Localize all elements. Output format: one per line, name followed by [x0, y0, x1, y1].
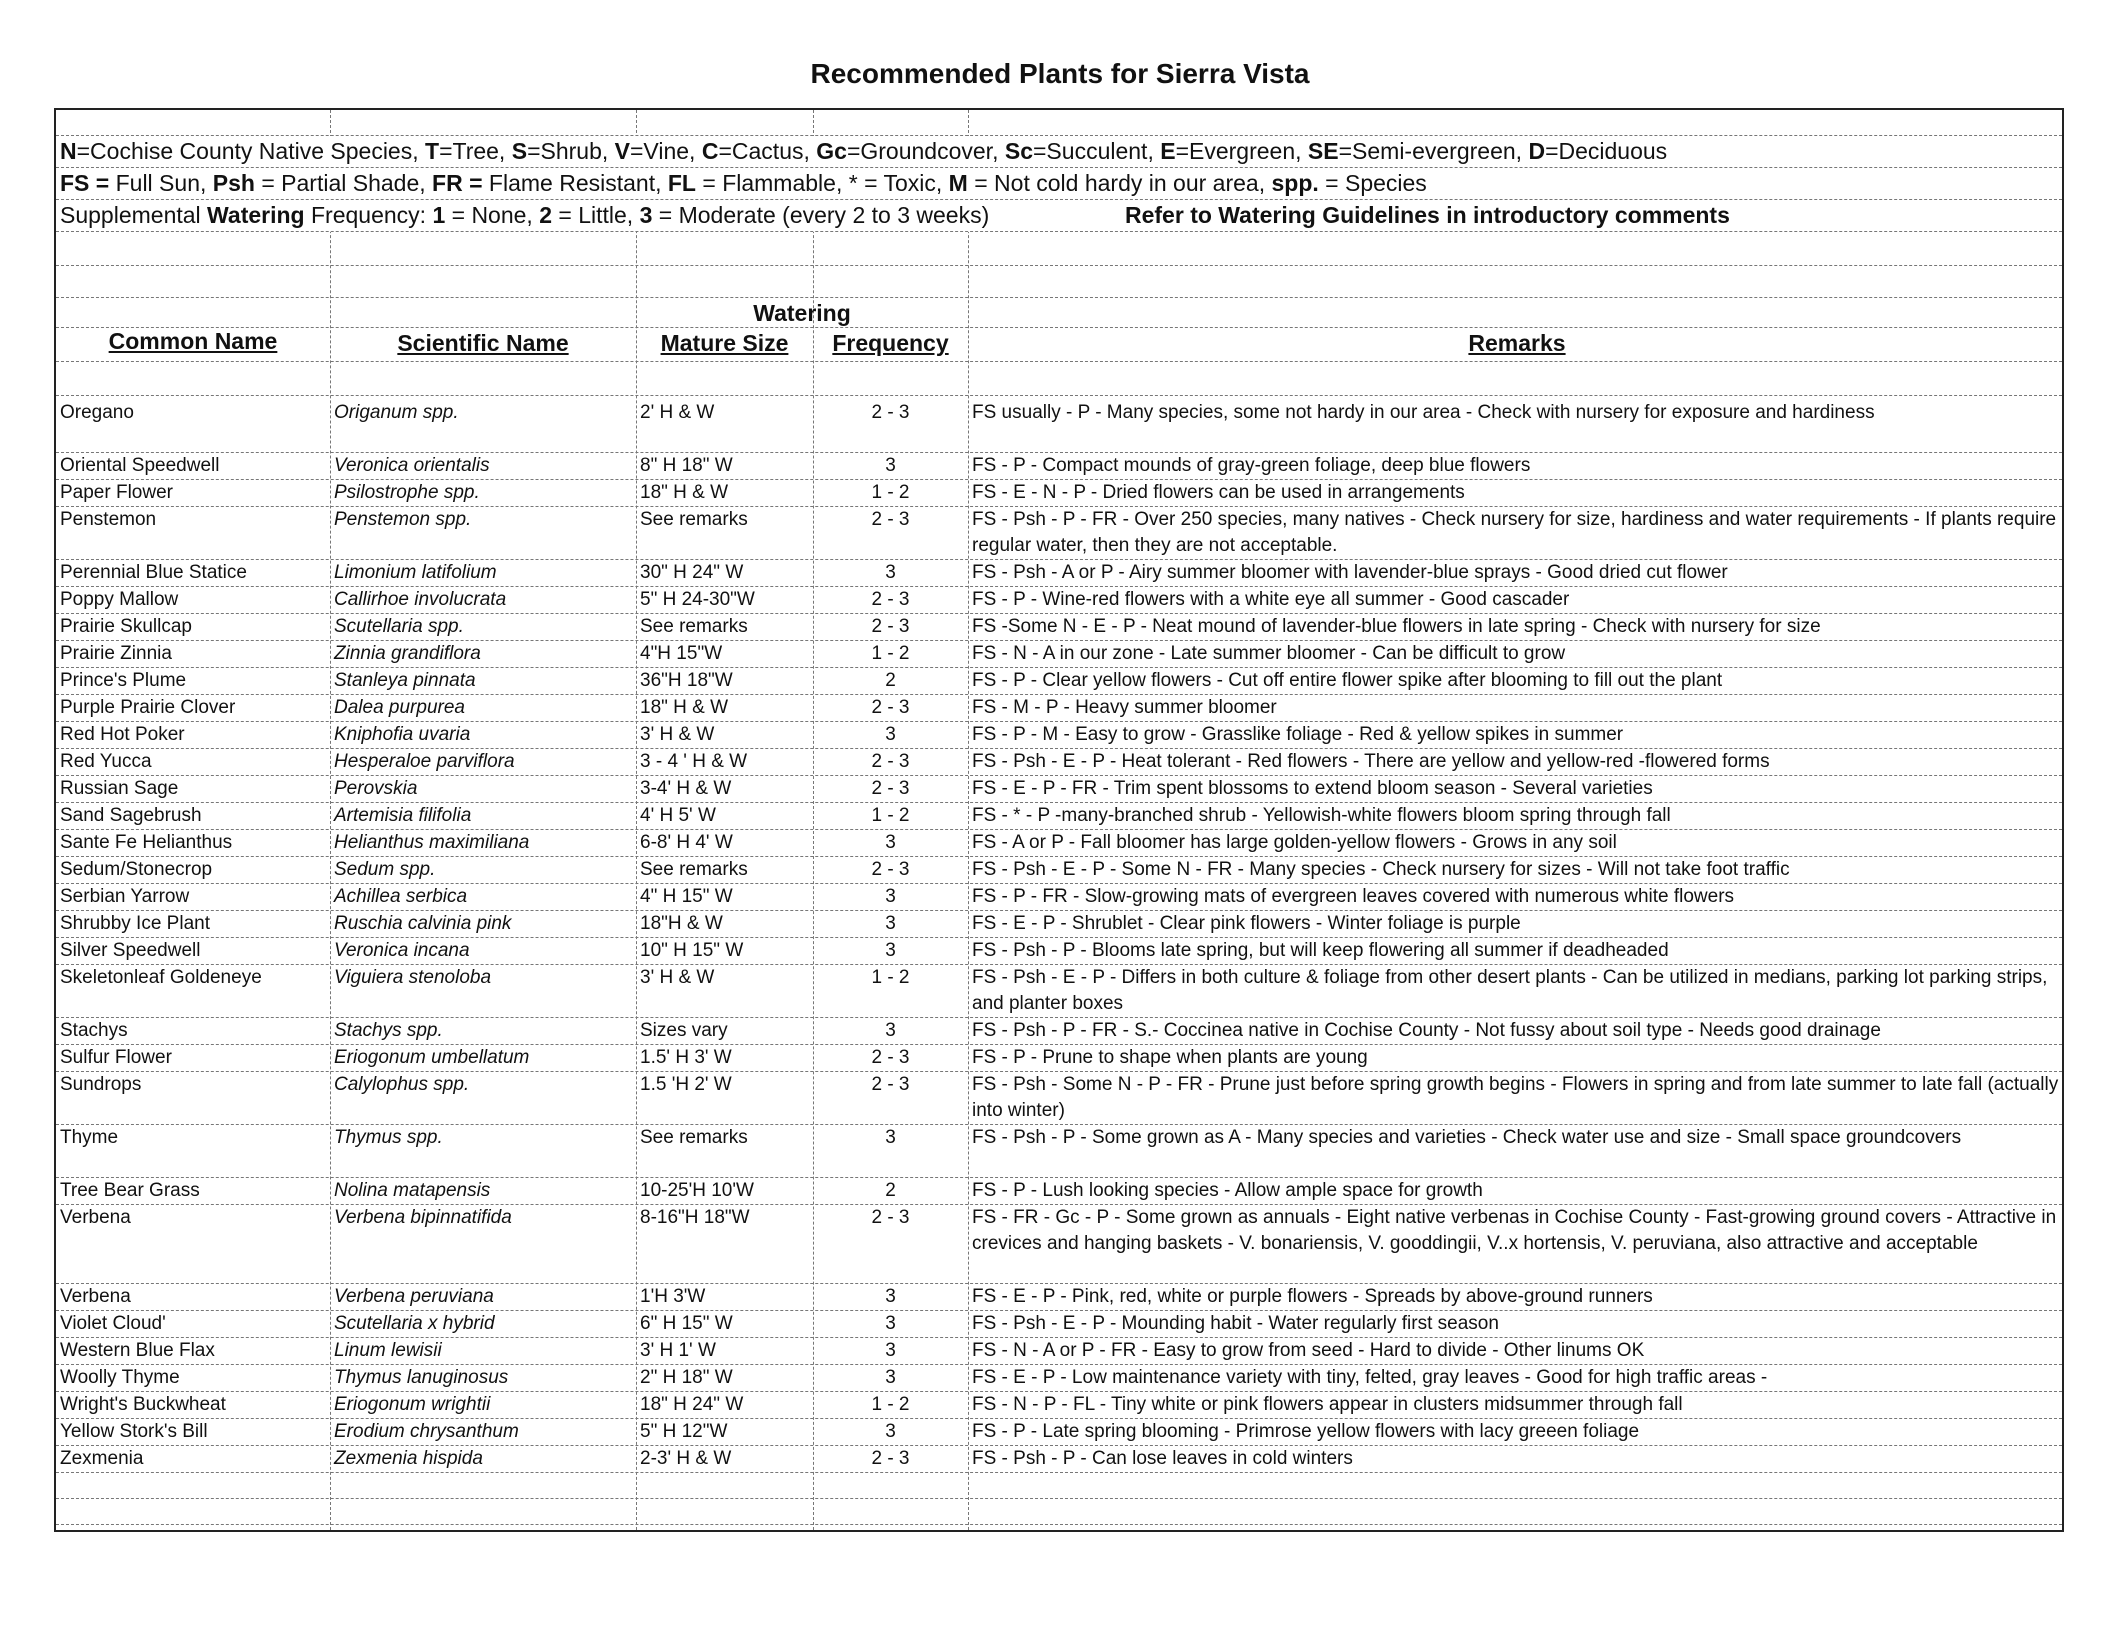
legend-key: Watering — [207, 202, 305, 228]
cell-sci: Kniphofia uvaria — [334, 724, 471, 745]
table-row — [56, 884, 2062, 911]
cell-size: 4' H 5' W — [640, 805, 716, 826]
cell-water: 2 - 3 — [871, 859, 910, 880]
cell-size: 18" H & W — [640, 697, 729, 718]
cell-water: 2 — [885, 1180, 896, 1201]
cell-water: 1 - 2 — [871, 805, 910, 826]
cell-sci: Erodium chrysanthum — [334, 1421, 519, 1442]
cell-remarks: FS - Psh - P - Blooms late spring, but will keep flowering all summer if deadheaded — [972, 940, 1669, 961]
cell-sci: Origanum spp. — [334, 402, 459, 423]
cell-water: 2 - 3 — [871, 751, 910, 772]
plant-table — [54, 108, 2064, 1532]
empty-row — [56, 1499, 2062, 1525]
legend-text: = Partial Shade, — [254, 170, 433, 196]
table-row — [56, 830, 2062, 857]
cell-common: Yellow Stork's Bill — [60, 1421, 208, 1442]
cell-sci: Artemisia filifolia — [334, 805, 472, 826]
cell-water: 2 - 3 — [871, 616, 910, 637]
cell-sci: Hesperaloe parviflora — [334, 751, 515, 772]
empty-row — [56, 362, 2062, 396]
cell-size: 4" H 15" W — [640, 886, 733, 907]
cell-remarks: FS - Psh - E - P - Mounding habit - Water regularly first season — [972, 1313, 1499, 1334]
legend-key: FS = — [60, 170, 110, 196]
empty-row — [56, 110, 2062, 136]
legend-key: C — [701, 138, 719, 164]
legend-text: =Evergreen, — [1175, 138, 1308, 164]
legend-key: Sc — [1004, 138, 1033, 164]
empty-row — [56, 232, 2062, 266]
table-row — [56, 1072, 2062, 1125]
cell-remarks: FS - * - P -many-branched shrub - Yellowish-white flowers bloom spring through fall — [972, 805, 1671, 826]
table-row — [56, 641, 2062, 668]
legend-text: =Vine, — [630, 138, 702, 164]
cell-water: 2 - 3 — [871, 697, 910, 718]
cell-water: 2 — [885, 670, 896, 691]
cell-remarks: FS - P - Prune to shape when plants are young — [972, 1047, 1368, 1068]
table-row — [56, 1446, 2062, 1473]
cell-remarks: FS - Psh - P - Some grown as A - Many species and varieties - Check water use and size - Small space groundcovers — [972, 1127, 1962, 1148]
legend-text: = None, — [445, 202, 540, 228]
legend-key: SE — [1307, 138, 1339, 164]
cell-remarks: FS - P - Late spring blooming - Primrose yellow flowers with lacy greeen foliage — [972, 1421, 1640, 1442]
cell-water: 2 - 3 — [871, 1448, 910, 1469]
cell-common: Perennial Blue Statice — [60, 562, 247, 583]
cell-sci: Ruschia calvinia pink — [334, 913, 512, 934]
legend-text: =Cochise County Native Species, — [76, 138, 425, 164]
cell-remarks: FS - Psh - A or P - Airy summer bloomer with lavender-blue sprays - Good dried cut flower — [972, 562, 1728, 583]
cell-water: 3 — [885, 455, 896, 476]
cell-size: 1.5' H 3' W — [640, 1047, 732, 1068]
header-scientific-name: Scientific Name — [397, 330, 569, 356]
cell-size: 5" H 24-30"W — [640, 589, 755, 610]
table-row — [56, 507, 2062, 560]
cell-sci: Zexmenia hispida — [334, 1448, 483, 1469]
cell-sci: Eriogonum wrightii — [334, 1394, 491, 1415]
cell-sci: Scutellaria spp. — [334, 616, 464, 637]
table-row — [56, 453, 2062, 480]
cell-common: Shrubby Ice Plant — [60, 913, 210, 934]
cell-remarks: FS -Some N - E - P - Neat mound of lavender-blue flowers in late spring - Check with nursery for size — [972, 616, 1821, 637]
cell-remarks: FS - P - FR - Slow-growing mats of evergreen leaves covered with numerous white flowers — [972, 886, 1735, 907]
table-row — [56, 400, 2062, 453]
table-row — [56, 1284, 2062, 1311]
cell-common: Wright's Buckwheat — [60, 1394, 226, 1415]
table-row — [56, 1125, 2062, 1178]
cell-sci: Verbena peruviana — [334, 1286, 494, 1307]
cell-size: 18"H & W — [640, 913, 723, 934]
cell-size: 18" H & W — [640, 482, 729, 503]
cell-sci: Thymus spp. — [334, 1127, 443, 1148]
cell-remarks: FS - Psh - E - P - Differs in both culture & foliage from other desert plants - Can be utilized in medians, parking lot parking strips, and planter boxes — [972, 967, 2048, 1014]
header-row — [56, 328, 2062, 362]
cell-water: 2 - 3 — [871, 778, 910, 799]
cell-common: Red Hot Poker — [60, 724, 185, 745]
cell-common: Sand Sagebrush — [60, 805, 202, 826]
legend-text: = Not cold hardy in our area, — [967, 170, 1272, 196]
cell-water: 3 — [885, 1127, 896, 1148]
cell-common: Western Blue Flax — [60, 1340, 215, 1361]
cell-remarks: FS - Psh - Some N - P - FR - Prune just before spring growth begins - Flowers in spring and from late summer to late fall (actually into winter) — [972, 1074, 2059, 1121]
table-row — [56, 911, 2062, 938]
legend-line-2 — [60, 170, 1427, 197]
cell-water: 3 — [885, 886, 896, 907]
legend-key: N — [60, 138, 77, 164]
cell-remarks: FS - Psh - P - Can lose leaves in cold winters — [972, 1448, 1353, 1469]
legend-text: = Little, — [552, 202, 640, 228]
cell-common: Sante Fe Helianthus — [60, 832, 233, 853]
cell-sci: Veronica incana — [334, 940, 470, 961]
cell-sci: Stanleya pinnata — [334, 670, 476, 691]
cell-water: 3 — [885, 913, 896, 934]
cell-common: Oriental Speedwell — [60, 455, 220, 476]
cell-sci: Thymus lanuginosus — [334, 1367, 509, 1388]
cell-common: Verbena — [60, 1286, 131, 1307]
cell-size: 4"H 15"W — [640, 643, 723, 664]
table-row — [56, 1419, 2062, 1446]
cell-common: Sedum/Stonecrop — [60, 859, 213, 880]
cell-water: 2 - 3 — [871, 1047, 910, 1068]
cell-common: Thyme — [60, 1127, 119, 1148]
cell-size: Sizes vary — [640, 1020, 728, 1041]
legend-text: = Species — [1318, 170, 1427, 196]
cell-water: 2 - 3 — [871, 589, 910, 610]
legend-text: = Moderate (every 2 to 3 weeks) — [652, 202, 990, 228]
cell-size: 10-25'H 10'W — [640, 1180, 754, 1201]
watering-note: Refer to Watering Guidelines in introductory comments — [1125, 202, 1730, 228]
cell-sci: Veronica orientalis — [334, 455, 490, 476]
cell-sci: Zinnia grandiflora — [334, 643, 481, 664]
cell-common: Verbena — [60, 1207, 131, 1228]
table-row — [56, 668, 2062, 695]
cell-remarks: FS - P - Clear yellow flowers - Cut off entire flower spike after blooming to fill out the plant — [972, 670, 1723, 691]
cell-size: 2" H 18" W — [640, 1367, 733, 1388]
cell-common: Prairie Skullcap — [60, 616, 192, 637]
cell-common: Zexmenia — [60, 1448, 144, 1469]
cell-common: Penstemon — [60, 509, 157, 530]
cell-size: 3 - 4 ' H & W — [640, 751, 748, 772]
legend-row — [56, 200, 2062, 232]
cell-size: 2-3' H & W — [640, 1448, 732, 1469]
legend-key: D — [1528, 138, 1546, 164]
cell-sci: Calylophus spp. — [334, 1074, 470, 1095]
legend-key: FL — [667, 170, 696, 196]
cell-remarks: FS - N - A or P - FR - Easy to grow from seed - Hard to divide - Other linums OK — [972, 1340, 1645, 1361]
cell-water: 3 — [885, 1020, 896, 1041]
cell-size: 2' H & W — [640, 402, 715, 423]
cell-sci: Callirhoe involucrata — [334, 589, 507, 610]
table-row — [56, 587, 2062, 614]
cell-sci: Sedum spp. — [334, 859, 436, 880]
cell-remarks: FS - N - A in our zone - Late summer bloomer - Can be difficult to grow — [972, 643, 1566, 664]
cell-water: 2 - 3 — [871, 1074, 910, 1095]
table-row — [56, 1178, 2062, 1205]
legend-key: Gc — [816, 138, 847, 164]
cell-remarks: FS - A or P - Fall bloomer has large golden-yellow flowers - Grows in any soil — [972, 832, 1617, 853]
cell-sci: Verbena bipinnatifida — [334, 1207, 512, 1228]
legend-key: 3 — [639, 202, 653, 228]
cell-size: 1'H 3'W — [640, 1286, 706, 1307]
cell-water: 3 — [885, 1340, 896, 1361]
legend-text: =Semi-evergreen, — [1338, 138, 1529, 164]
cell-sci: Limonium latifolium — [334, 562, 497, 583]
cell-size: 30" H 24" W — [640, 562, 744, 583]
cell-common: Red Yucca — [60, 751, 152, 772]
cell-remarks: FS - E - P - Pink, red, white or purple flowers - Spreads by above-ground runners — [972, 1286, 1653, 1307]
cell-common: Sulfur Flower — [60, 1047, 172, 1068]
cell-size: See remarks — [640, 859, 748, 880]
table-row — [56, 776, 2062, 803]
legend-text: =Tree, — [439, 138, 512, 164]
cell-remarks: FS - Psh - P - FR - Over 250 species, many natives - Check nursery for size, hardiness and water requirements - If plants require regular water, then they are not acceptable. — [972, 509, 2057, 556]
legend-text: =Deciduous — [1545, 138, 1668, 164]
cell-common: Serbian Yarrow — [60, 886, 190, 907]
legend-text: Supplemental — [60, 202, 208, 228]
cell-size: 3' H 1' W — [640, 1340, 716, 1361]
legend-key: S — [511, 138, 528, 164]
empty-row — [56, 266, 2062, 298]
cell-sci: Perovskia — [334, 778, 418, 799]
cell-remarks: FS - E - P - Shrublet - Clear pink flowers - Winter foliage is purple — [972, 913, 1521, 934]
cell-remarks: FS - Psh - E - P - Heat tolerant - Red flowers - There are yellow and yellow-red -flowered forms — [972, 751, 1770, 772]
cell-size: 8-16"H 18"W — [640, 1207, 750, 1228]
cell-size: See remarks — [640, 509, 748, 530]
cell-sci: Penstemon spp. — [334, 509, 472, 530]
cell-sci: Linum lewisii — [334, 1340, 442, 1361]
table-row — [56, 1338, 2062, 1365]
cell-size: 6-8' H 4' W — [640, 832, 733, 853]
legend-row — [56, 136, 2062, 168]
cell-size: 5" H 12"W — [640, 1421, 728, 1442]
legend-key: M — [948, 170, 968, 196]
legend-key: E — [1160, 138, 1176, 164]
cell-common: Paper Flower — [60, 482, 173, 503]
table-row — [56, 560, 2062, 587]
cell-common: Woolly Thyme — [60, 1367, 180, 1388]
cell-sci: Viguiera stenoloba — [334, 967, 492, 988]
cell-common: Sundrops — [60, 1074, 142, 1095]
page-title: Recommended Plants for Sierra Vista — [810, 58, 1310, 89]
cell-size: See remarks — [640, 616, 748, 637]
cell-sci: Dalea purpurea — [334, 697, 465, 718]
table-row — [56, 1311, 2062, 1338]
cell-common: Purple Prairie Clover — [60, 697, 236, 718]
cell-size: 3-4' H & W — [640, 778, 732, 799]
cell-size: 3' H & W — [640, 967, 715, 988]
legend-text: =Cactus, — [718, 138, 817, 164]
table-row — [56, 1365, 2062, 1392]
legend-text: = Flammable, * = Toxic, — [695, 170, 949, 196]
cell-remarks: FS - P - Compact mounds of gray-green foliage, deep blue flowers — [972, 455, 1531, 476]
cell-water: 3 — [885, 724, 896, 745]
legend-key: V — [614, 138, 630, 164]
cell-water: 1 - 2 — [871, 967, 910, 988]
cell-remarks: FS - Psh - E - P - Some N - FR - Many species - Check nursery for sizes - Will not take foot traffic — [972, 859, 1790, 880]
cell-size: 36"H 18"W — [640, 670, 733, 691]
cell-remarks: FS - Psh - P - FR - S.- Coccinea native in Cochise County - Not fussy about soil type - Needs good drainage — [972, 1020, 1881, 1041]
cell-sci: Nolina matapensis — [334, 1180, 491, 1201]
table-row — [56, 803, 2062, 830]
legend-text: =Shrub, — [527, 138, 615, 164]
cell-size: 1.5 'H 2' W — [640, 1074, 732, 1095]
cell-size: See remarks — [640, 1127, 748, 1148]
table-row — [56, 1018, 2062, 1045]
cell-common: Russian Sage — [60, 778, 179, 799]
legend-key: spp. — [1271, 170, 1319, 196]
cell-common: Stachys — [60, 1020, 128, 1041]
cell-size: 6" H 15" W — [640, 1313, 733, 1334]
cell-water: 2 - 3 — [871, 509, 910, 530]
legend-text: =Groundcover, — [846, 138, 1005, 164]
cell-water: 3 — [885, 562, 896, 583]
cell-common: Oregano — [60, 402, 134, 423]
cell-water: 2 - 3 — [871, 402, 910, 423]
table-row — [56, 695, 2062, 722]
cell-water: 1 - 2 — [871, 1394, 910, 1415]
header-frequency: Frequency — [832, 330, 949, 356]
cell-sci: Eriogonum umbellatum — [334, 1047, 530, 1068]
header-watering: Watering — [753, 300, 851, 326]
legend-text: Frequency: — [304, 202, 433, 228]
cell-common: Prince's Plume — [60, 670, 187, 691]
table-row — [56, 722, 2062, 749]
cell-sci: Achillea serbica — [334, 886, 468, 907]
legend-line-1 — [60, 138, 1667, 165]
table-row — [56, 614, 2062, 641]
table-row — [56, 749, 2062, 776]
cell-sci: Scutellaria x hybrid — [334, 1313, 495, 1334]
cell-remarks: FS - P - M - Easy to grow - Grasslike foliage - Red & yellow spikes in summer — [972, 724, 1624, 745]
legend-key: Psh — [212, 170, 255, 196]
legend-key: FR = — [432, 170, 483, 196]
table-row — [56, 938, 2062, 965]
cell-water: 2 - 3 — [871, 1207, 910, 1228]
cell-remarks: FS - P - Lush looking species - Allow ample space for growth — [972, 1180, 1483, 1201]
legend-text: =Succulent, — [1033, 138, 1161, 164]
legend-row — [56, 168, 2062, 200]
cell-sci: Stachys spp. — [334, 1020, 443, 1041]
cell-water: 1 - 2 — [871, 482, 910, 503]
cell-common: Skeletonleaf Goldeneye — [60, 967, 262, 988]
cell-remarks: FS usually - P - Many species, some not hardy in our area - Check with nursery for exposure and hardiness — [972, 402, 1875, 423]
legend-key: 2 — [539, 202, 553, 228]
cell-common: Prairie Zinnia — [60, 643, 172, 664]
legend-line-3 — [60, 202, 989, 229]
header-remarks: Remarks — [1468, 330, 1566, 356]
cell-remarks: FS - FR - Gc - P - Some grown as annuals - Eight native verbenas in Cochise County - Fast-growing ground covers - Attractive in crevices and hanging baskets - V. bonariensis, V. gooddingii, V..x hortensis, V. peruviana, also attractive and acceptable — [972, 1207, 2057, 1254]
cell-size: 18" H 24" W — [640, 1394, 744, 1415]
table-row — [56, 1392, 2062, 1419]
cell-remarks: FS - M - P - Heavy summer bloomer — [972, 697, 1277, 718]
cell-sci: Helianthus maximiliana — [334, 832, 530, 853]
cell-water: 3 — [885, 1286, 896, 1307]
cell-common: Poppy Mallow — [60, 589, 179, 610]
cell-size: 3' H & W — [640, 724, 715, 745]
legend-text: Flame Resistant, — [482, 170, 668, 196]
cell-common: Violet Cloud' — [60, 1313, 166, 1334]
cell-water: 3 — [885, 1313, 896, 1334]
table-row — [56, 1205, 2062, 1284]
cell-size: 10" H 15" W — [640, 940, 744, 961]
table-row — [56, 1045, 2062, 1072]
table-row — [56, 857, 2062, 884]
legend-key: 1 — [432, 202, 446, 228]
cell-water: 3 — [885, 832, 896, 853]
cell-common: Silver Speedwell — [60, 940, 201, 961]
header-mature-size: Mature Size — [660, 330, 789, 356]
cell-remarks: FS - E - P - FR - Trim spent blossoms to extend bloom season - Several varieties — [972, 778, 1653, 799]
header-row-top — [56, 298, 2062, 328]
cell-water: 3 — [885, 1367, 896, 1388]
header-common-name: Common Name — [108, 328, 278, 354]
cell-water: 3 — [885, 1421, 896, 1442]
legend-text: Full Sun, — [109, 170, 213, 196]
cell-water: 1 - 2 — [871, 643, 910, 664]
cell-size: 8" H 18" W — [640, 455, 733, 476]
table-row — [56, 965, 2062, 1018]
legend-key: T — [425, 138, 440, 164]
table-row — [56, 480, 2062, 507]
cell-water: 3 — [885, 940, 896, 961]
cell-remarks: FS - N - P - FL - Tiny white or pink flowers appear in clusters midsummer through fall — [972, 1394, 1683, 1415]
cell-common: Tree Bear Grass — [60, 1180, 200, 1201]
cell-remarks: FS - E - P - Low maintenance variety with tiny, felted, gray leaves - Good for high traffic areas - — [972, 1367, 1768, 1388]
cell-remarks: FS - P - Wine-red flowers with a white eye all summer - Good cascader — [972, 589, 1570, 610]
empty-row — [56, 1473, 2062, 1499]
cell-remarks: FS - E - N - P - Dried flowers can be used in arrangements — [972, 482, 1465, 503]
cell-sci: Psilostrophe spp. — [334, 482, 480, 503]
